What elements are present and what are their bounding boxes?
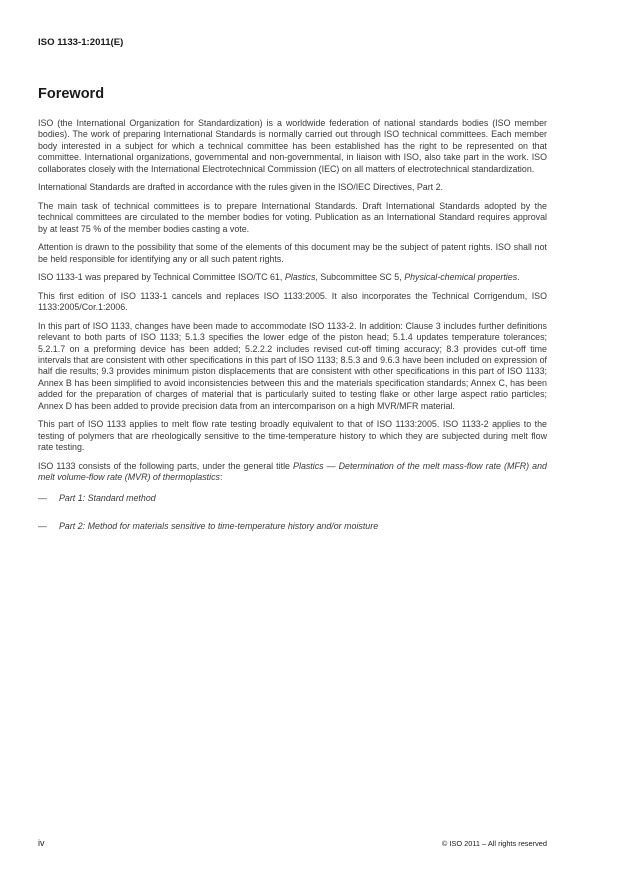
paragraph-directives: International Standards are drafted in accordance with the rules given in the ISO/IEC Directives, Part 2. [38, 182, 444, 193]
prepared-by-text: ISO 1133-1 was prepared by Technical Committee ISO/TC 61, [38, 272, 285, 283]
paragraph-parts-intro [38, 461, 547, 484]
paragraph-patent-rights: Attention is drawn to the possibility that some of the elements of this document may be the subject of patent rights. ISO shall not be held responsible for identifying any or all such patent rights. [38, 242, 547, 264]
subcommittee-name: Physical-chemical properties [404, 272, 518, 283]
paragraph-edition: This first edition of ISO 1133-1 cancels and replaces ISO 1133:2005. It also incorporates the Technical Corrigendum, ISO 1133:2005/Cor.1:2006. [38, 290, 547, 313]
copyright-notice: © ISO 2011 – All rights reserved [441, 839, 547, 848]
parts-intro-text: ISO 1133 consists of the following parts, under the general title [38, 460, 294, 471]
paragraph-prepared-by [38, 272, 547, 283]
list-item [38, 521, 547, 532]
document-id-header: ISO 1133-1:2011(E) [38, 37, 124, 48]
foreword-body [38, 118, 547, 548]
part-1-title: Part 1: Standard method [59, 493, 156, 504]
list-item [38, 493, 547, 504]
paragraph-scope: This part of ISO 1133 applies to melt flow rate testing broadly equivalent to that of ISO 1133:2005. ISO 1133-2 applies to the testing of polymers that are rheologically sensitive to the time-temperature history to which they are subjected during melt flow rate testing. [38, 419, 547, 453]
paragraph-technical-committees: The main task of technical committees is to prepare International Standards. Draft International Standards adopted by the technical committees are circulated to the member bodies for voting. Publication as an International Standard requires approval by at least 75 % of the member bodies casting a vote. [38, 200, 547, 234]
paragraph-iso-description: ISO (the International Organization for Standardization) is a worldwide federation of national standards bodies (ISO member bodies). The work of preparing International Standards is normally carried out through ISO technical committees. Each member body interested in a subject for which a technical committee has been established has the right to be represented on that committee. International organizations, governmental and non-governmental, in liaison with ISO, also take part in the work. ISO collaborates closely with the International Electrotechnical Commission (IEC) on all matters of electrotechnical standardization. [38, 118, 547, 174]
parts-intro-colon: : [220, 472, 223, 483]
list-dash: — [38, 493, 47, 504]
list-dash: — [38, 520, 47, 531]
general-title: Plastics — Determination of the melt mass-flow rate (MFR) and melt volume-flow rate (MVR) of thermoplastics [38, 460, 547, 483]
prepared-by-subcommittee: , Subcommittee SC 5, [315, 272, 405, 283]
paragraph-changes: In this part of ISO 1133, changes have been made to accommodate ISO 1133-2. In addition: Clause 3 includes further definitions relevant to both parts of ISO 1133; 5.1.3 specifies the lower edge of the piston head; 5.1.4 updates temperature tolerances; 5.2.1.7 on a preforming device has been added; 5.2.2.2 includes revised cut-off timing accuracy; 8.3 provides cut-off time intervals that are consistent with other specifications in this part of ISO 1133; 8.5.3 and 9.6.3 have been included on expression of half die results; 9.3 provides minimum piston displacements that are consistent with other specifications in this part of ISO 1133; Annex B has been simplified to avoid inconsistencies between this and the materials specification standards; Annex C, has been added for the preparation of charges of material that is particularly suited to testing flake or other large aspect ratio particles; Annex D has been added to provide precision data from an intercomparison on a high MVR/MFR material. [38, 320, 547, 411]
page-number: iv [38, 838, 45, 848]
committee-plastics: Plastics [284, 272, 316, 283]
part-2-title: Part 2: Method for materials sensitive to time-temperature history and/or moisture [59, 520, 379, 531]
page-title: Foreword [38, 86, 105, 102]
prepared-by-end: . [517, 272, 520, 283]
